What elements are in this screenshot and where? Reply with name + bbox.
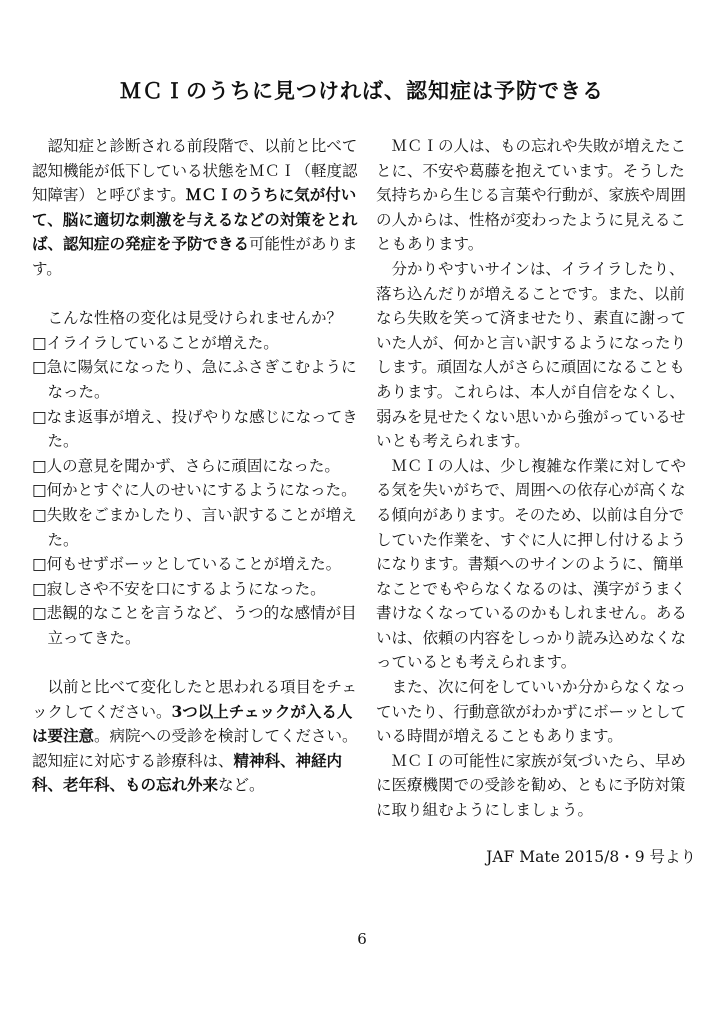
checkbox-icon: □ [32,333,47,352]
checklist-item [32,454,360,479]
body-paragraph: ＭＣＩの人は、もの忘れや失敗が増えたことに、不安や葛藤を抱えています。そうした気持ちから生じる言葉や行動が、家族や周囲の人からは、性格が変わったように見えることもあります。 [376,137,687,254]
closing-text: 以前と比べて変化したと思われる項目をチェックしてください。 [32,678,358,721]
closing-emphasis: 3つ以上チェックが入る人は要注意 [32,701,353,746]
checkbox-icon: □ [32,555,47,574]
checklist-item [32,601,360,650]
article-title: ＭＣＩのうちに見つければ、認知症は予防できる [120,78,604,103]
checklist-item [32,478,360,503]
intro-text-end: 可能性があります。 [32,235,358,278]
checklist-item [32,552,360,577]
body-paragraph: 分かりやすいサインは、イライラしたり、落ち込んだりが増えることです。また、以前なら失敗を笑って済ませたり、素直に謝っていた人が、何かと言い訳するようになったりします。頑固な人がさらに頑固になることもあります。これらは、本人が自信をなくし、弱みを見せたくない思いから強がっているせいとも考えられます。 [376,259,687,451]
spacer [32,650,360,675]
checklist-item [32,503,360,552]
checklist-item-text: 寂しさや不安を口にするようになった。 [46,579,326,598]
left-column [32,134,360,798]
intro-text: 認知症と診断される前段階で、以前と比べて認知機能が低下している状態をＭＣＩ（軽度認知障害）と呼びます。 [32,137,358,205]
right-column [376,134,696,869]
closing-text: 。病院への受診を検討してください。認知症に対応する診療科は、 [32,727,358,770]
checklist-item-text: なま返事が増え、投げやりな感じになってきた。 [46,407,358,451]
checkbox-icon: □ [32,579,47,598]
checkbox-icon: □ [32,358,47,377]
checklist-item-text: 何かとすぐに人のせいにするようになった。 [46,481,357,500]
checkbox-icon: □ [32,407,47,426]
checklist-item-text: 失敗をごまかしたり、言い訳することが増えた。 [46,505,357,549]
checkbox-icon: □ [32,505,47,524]
checklist [32,331,360,651]
closing-text-end: など。 [218,776,265,795]
body-paragraph: また、次に何をしていいか分からなくなっていたり、行動意欲がわかずにボーッとしている時間が増えることもあります。 [376,678,687,746]
question-paragraph: こんな性格の変化は見受けられませんか？ [47,309,343,328]
checklist-item-text: 急に陽気になったり、急にふさぎこむようになった。 [46,358,357,401]
checklist-item-text: イライラしていることが増えた。 [46,333,279,352]
page-number: 6 [357,930,367,948]
body-paragraph: ＭＣＩの人は、少し複雑な作業に対してやる気を失いがちで、周囲への依存心が高くなる傾向があります。そのため、以前は自分でしていた作業を、すぐに人に押し付けるようになります。書類へのサインのように、簡単なことでもやらなくなるのは、漢字がうまく書けなくなっているのかもしれません。あるいは、依頼の内容をしっかり読み込めなくなっているとも考えられます。 [376,456,687,672]
source-citation: JAF Mate 2015/8・9 号より [486,847,696,866]
checklist-item [32,331,360,356]
departments-emphasis: 精神科、神経内科、老年科、もの忘れ外来 [32,750,343,795]
checklist-item [32,405,360,454]
closing-paragraph [32,675,360,798]
checkbox-icon: □ [32,481,47,500]
intro-paragraph [32,134,360,282]
spacer [32,282,360,307]
checklist-item-text: 何もせずボーッとしていることが増えた。 [46,555,342,574]
checkbox-icon: □ [32,604,47,623]
checklist-item [32,355,360,404]
body-paragraph: ＭＣＩの可能性に家族が気づいたら、早めに医療機関での受診を勧め、ともに予防対策に取り組むようにしましょう。 [376,751,687,820]
intro-emphasis: ＭＣＩのうちに気が付いて、脳に適切な刺激を与えるなどの対策をとれば、認知症の発症を予防できる [32,185,358,254]
checkbox-icon: □ [32,456,47,475]
checklist-item-text: 悲観的なことを言うなど、うつ的な感情が目立ってきた。 [46,604,357,647]
checklist-item-text: 人の意見を聞かず、さらに頑固になった。 [46,456,340,475]
checklist-item [32,577,360,602]
